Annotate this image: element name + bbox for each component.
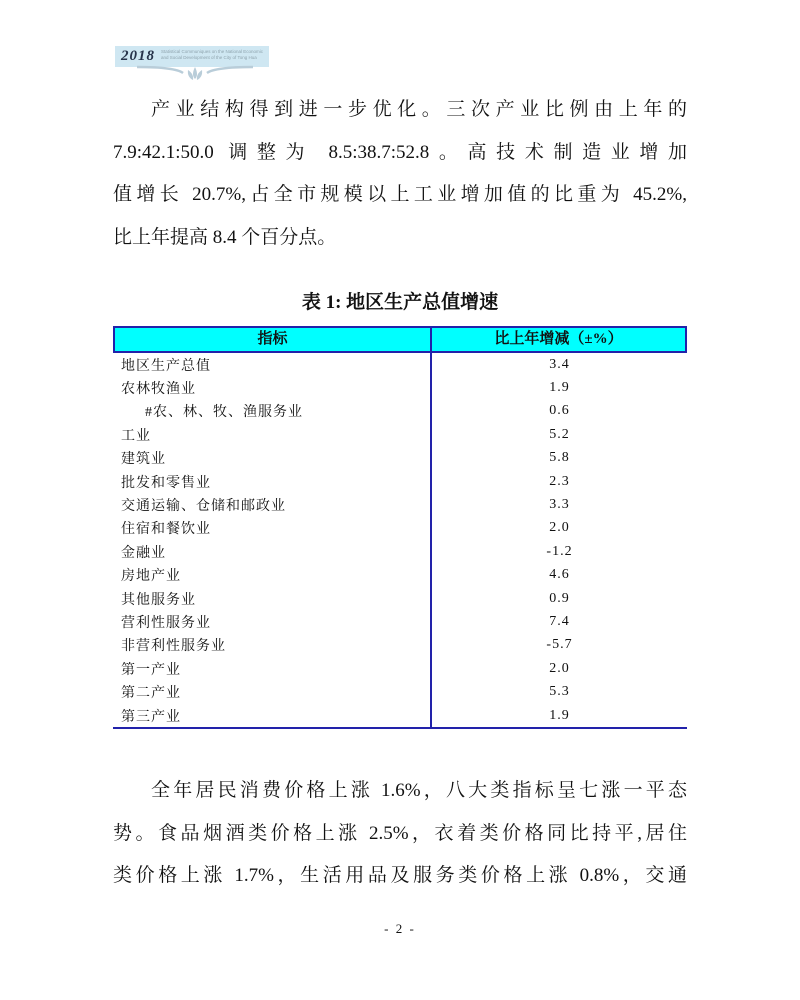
- row-value: 0.6: [549, 403, 570, 419]
- row-value: 7.4: [549, 613, 570, 629]
- row-value: 5.3: [549, 684, 570, 700]
- row-value: 0.9: [549, 590, 570, 606]
- table-row: [113, 376, 687, 399]
- lotus-flourish-icon: [115, 65, 275, 88]
- table-row: [113, 540, 687, 563]
- paragraph-consumer-prices: [113, 770, 687, 898]
- table-title: 表 1: 地区生产总值增速: [301, 292, 499, 313]
- table-row: [113, 470, 687, 493]
- row-value: 5.8: [549, 450, 570, 466]
- table-row: [113, 610, 687, 633]
- row-indicator: 住宿和餐饮业: [113, 517, 432, 540]
- table-row: [113, 447, 687, 470]
- row-indicator: 批发和零售业: [113, 470, 432, 493]
- row-value: 2.3: [549, 473, 570, 489]
- paragraph-line: 类价格上涨 1.7%，生活用品及服务类价格上涨 0.8%，交通: [113, 865, 687, 886]
- row-value: -5.7: [546, 637, 573, 653]
- row-indicator: 第三产业: [113, 704, 432, 727]
- table-row: [113, 493, 687, 516]
- table-row: [113, 400, 687, 423]
- report-logo: [115, 46, 275, 88]
- logo-banner-text: [159, 46, 269, 67]
- logo-banner-line2: and Social Development of the City of Tong Hua: [161, 55, 257, 60]
- table-row: [113, 657, 687, 680]
- table-row: [113, 353, 687, 376]
- logo-band: [115, 46, 275, 67]
- table-row: [113, 564, 687, 587]
- row-indicator: 农林牧渔业: [113, 376, 432, 399]
- logo-year: 2018: [115, 46, 159, 67]
- page-number: - 2 -: [384, 921, 416, 936]
- row-indicator: 金融业: [113, 540, 432, 563]
- table-row: [113, 517, 687, 540]
- paragraph-industry-structure: [113, 89, 687, 259]
- row-value: -1.2: [546, 543, 573, 559]
- row-indicator: 非营利性服务业: [113, 634, 432, 657]
- row-indicator: 第一产业: [113, 657, 432, 680]
- row-indicator: 其他服务业: [113, 587, 432, 610]
- paragraph-line: 全年居民消费价格上涨 1.6%，八大类指标呈七涨一平态: [151, 780, 687, 801]
- row-value: 1.9: [549, 707, 570, 723]
- row-indicator: 营利性服务业: [113, 610, 432, 633]
- row-value: 2.0: [549, 660, 570, 676]
- row-indicator: 地区生产总值: [113, 353, 432, 376]
- gdp-growth-table: [113, 326, 687, 729]
- row-indicator: #农、林、牧、渔服务业: [113, 400, 432, 423]
- row-indicator: 工业: [113, 423, 432, 446]
- table-row: [113, 423, 687, 446]
- row-indicator: 房地产业: [113, 564, 432, 587]
- table-row: [113, 634, 687, 657]
- table-header-row: [113, 326, 687, 353]
- row-value: 1.9: [549, 380, 570, 396]
- paragraph-line: 势。食品烟酒类价格上涨 2.5%，衣着类价格同比持平,居住: [113, 822, 687, 844]
- table-row: [113, 704, 687, 727]
- column-header-indicator: 指标: [115, 328, 432, 351]
- row-value: 2.0: [549, 520, 570, 536]
- table-row: [113, 680, 687, 703]
- paragraph-line: 7.9:42.1:50.0 调整为 8.5:38.7:52.8。高技术制造业增加: [113, 141, 687, 163]
- paragraph-line: 产业结构得到进一步优化。三次产业比例由上年的: [151, 99, 687, 120]
- row-value: 4.6: [549, 567, 570, 583]
- paragraph-line: 值增长 20.7%,占全市规模以上工业增加值的比重为 45.2%,: [113, 184, 687, 205]
- row-indicator: 建筑业: [113, 447, 432, 470]
- column-header-change: 比上年增减（±%）: [494, 331, 623, 347]
- table-row: [113, 587, 687, 610]
- paragraph-line: 比上年提高 8.4 个百分点。: [113, 226, 337, 248]
- row-value: 5.2: [549, 426, 570, 442]
- row-value: 3.3: [549, 497, 570, 513]
- logo-banner-line1: Statistical Communiques on the National Economic: [161, 49, 264, 54]
- table-body: [113, 353, 687, 729]
- row-indicator: 第二产业: [113, 680, 432, 703]
- row-value: 3.4: [549, 356, 570, 372]
- row-indicator: 交通运输、仓储和邮政业: [113, 493, 432, 516]
